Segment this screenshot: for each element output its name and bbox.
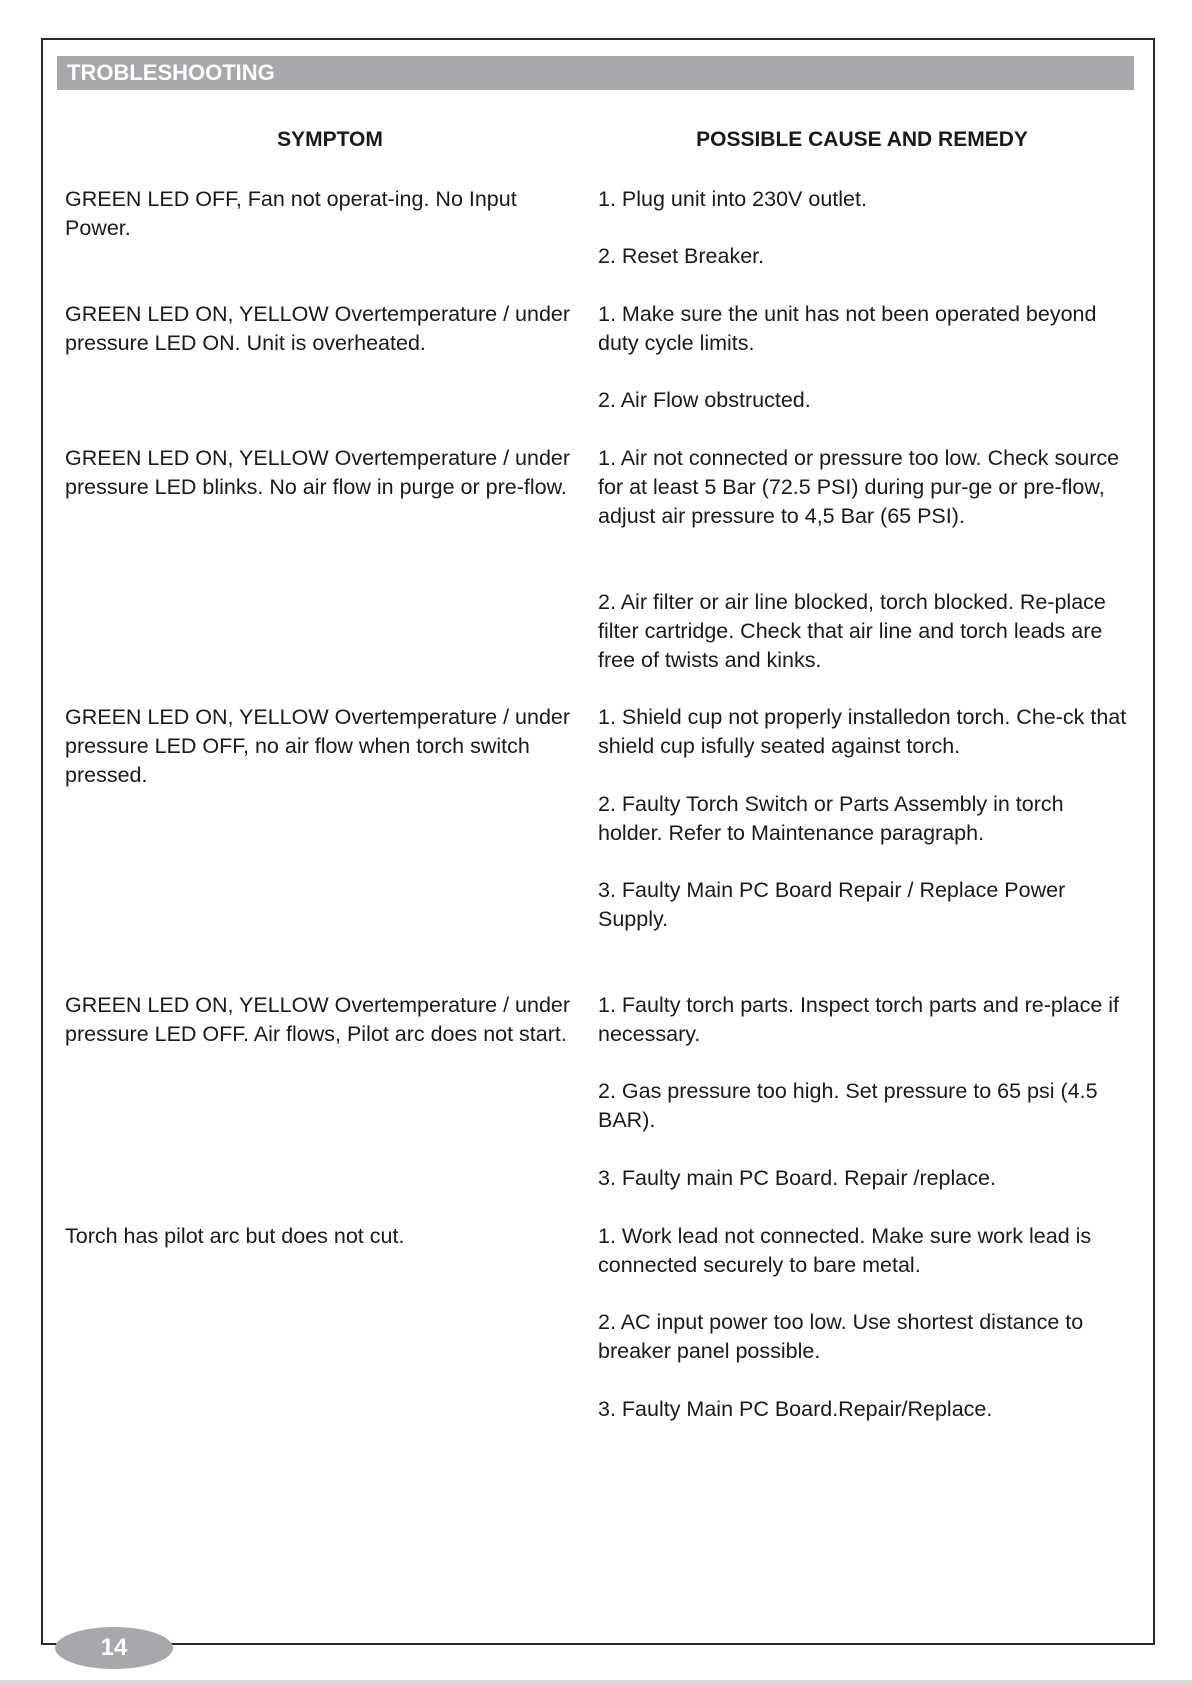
remedy-item: 1. Make sure the unit has not been operated beyond duty cycle limits.	[598, 302, 1097, 355]
section-title: TROBLESHOOTING	[67, 60, 275, 85]
remedy-item: 1. Shield cup not properly installedon torch. Che-ck that shield cup isfully seated against torch.	[598, 705, 1127, 758]
remedy-item: 2. Air filter or air line blocked, torch blocked. Re-place filter cartridge. Check that air line and torch leads are free of twists and kinks.	[598, 590, 1106, 672]
remedy-item: 2. Faulty Torch Switch or Parts Assembly in torch holder. Refer to Maintenance paragraph.	[598, 792, 1064, 845]
bottom-rule	[0, 1680, 1192, 1685]
remedy-item: 1. Plug unit into 230V outlet.	[598, 187, 867, 211]
symptom-text: GREEN LED OFF, Fan not operat-ing. No Input Power.	[65, 187, 517, 240]
symptom-text: GREEN LED ON, YELLOW Overtemperature / under pressure LED ON. Unit is overheated.	[65, 302, 571, 355]
remedy-item: 2. Air Flow obstructed.	[598, 388, 811, 412]
remedy-item: 3. Faulty Main PC Board Repair / Replace Power Supply.	[598, 878, 1066, 931]
remedy-item: 1. Air not connected or pressure too low. Check source for at least 5 Bar (72.5 PSI) during pur-ge or pre-flow, adjust air pressure to 4,5 Bar (65 PSI).	[598, 446, 1120, 528]
remedy-column-header: POSSIBLE CAUSE AND REMEDY	[696, 128, 1028, 151]
remedy-item: 3. Faulty Main PC Board.Repair/Replace.	[598, 1397, 993, 1421]
remedy-item: 1. Work lead not connected. Make sure work lead is connected securely to bare metal.	[598, 1224, 1092, 1277]
symptom-text: GREEN LED ON, YELLOW Overtemperature / under pressure LED blinks. No air flow in purge or pre-flow.	[65, 446, 571, 499]
remedy-item: 2. Gas pressure too high. Set pressure to 65 psi (4.5 BAR).	[598, 1079, 1098, 1132]
remedy-item: 3. Faulty main PC Board. Repair /replace.	[598, 1166, 996, 1190]
section-header-bar	[57, 56, 1134, 90]
symptom-text: GREEN LED ON, YELLOW Overtemperature / under pressure LED OFF. Air flows, Pilot arc does not start.	[65, 993, 571, 1046]
symptom-text: Torch has pilot arc but does not cut.	[65, 1224, 405, 1248]
page-number: 14	[100, 1634, 128, 1661]
remedy-item: 1. Faulty torch parts. Inspect torch parts and re-place if necessary.	[598, 993, 1120, 1046]
page-number-badge	[55, 1627, 173, 1669]
symptom-text: GREEN LED ON, YELLOW Overtemperature / under pressure LED OFF, no air flow when torch switch pressed.	[65, 705, 571, 787]
remedy-item: 2. AC input power too low. Use shortest distance to breaker panel possible.	[598, 1310, 1084, 1363]
symptom-column-header: SYMPTOM	[277, 128, 383, 151]
remedy-item: 2. Reset Breaker.	[598, 244, 765, 268]
